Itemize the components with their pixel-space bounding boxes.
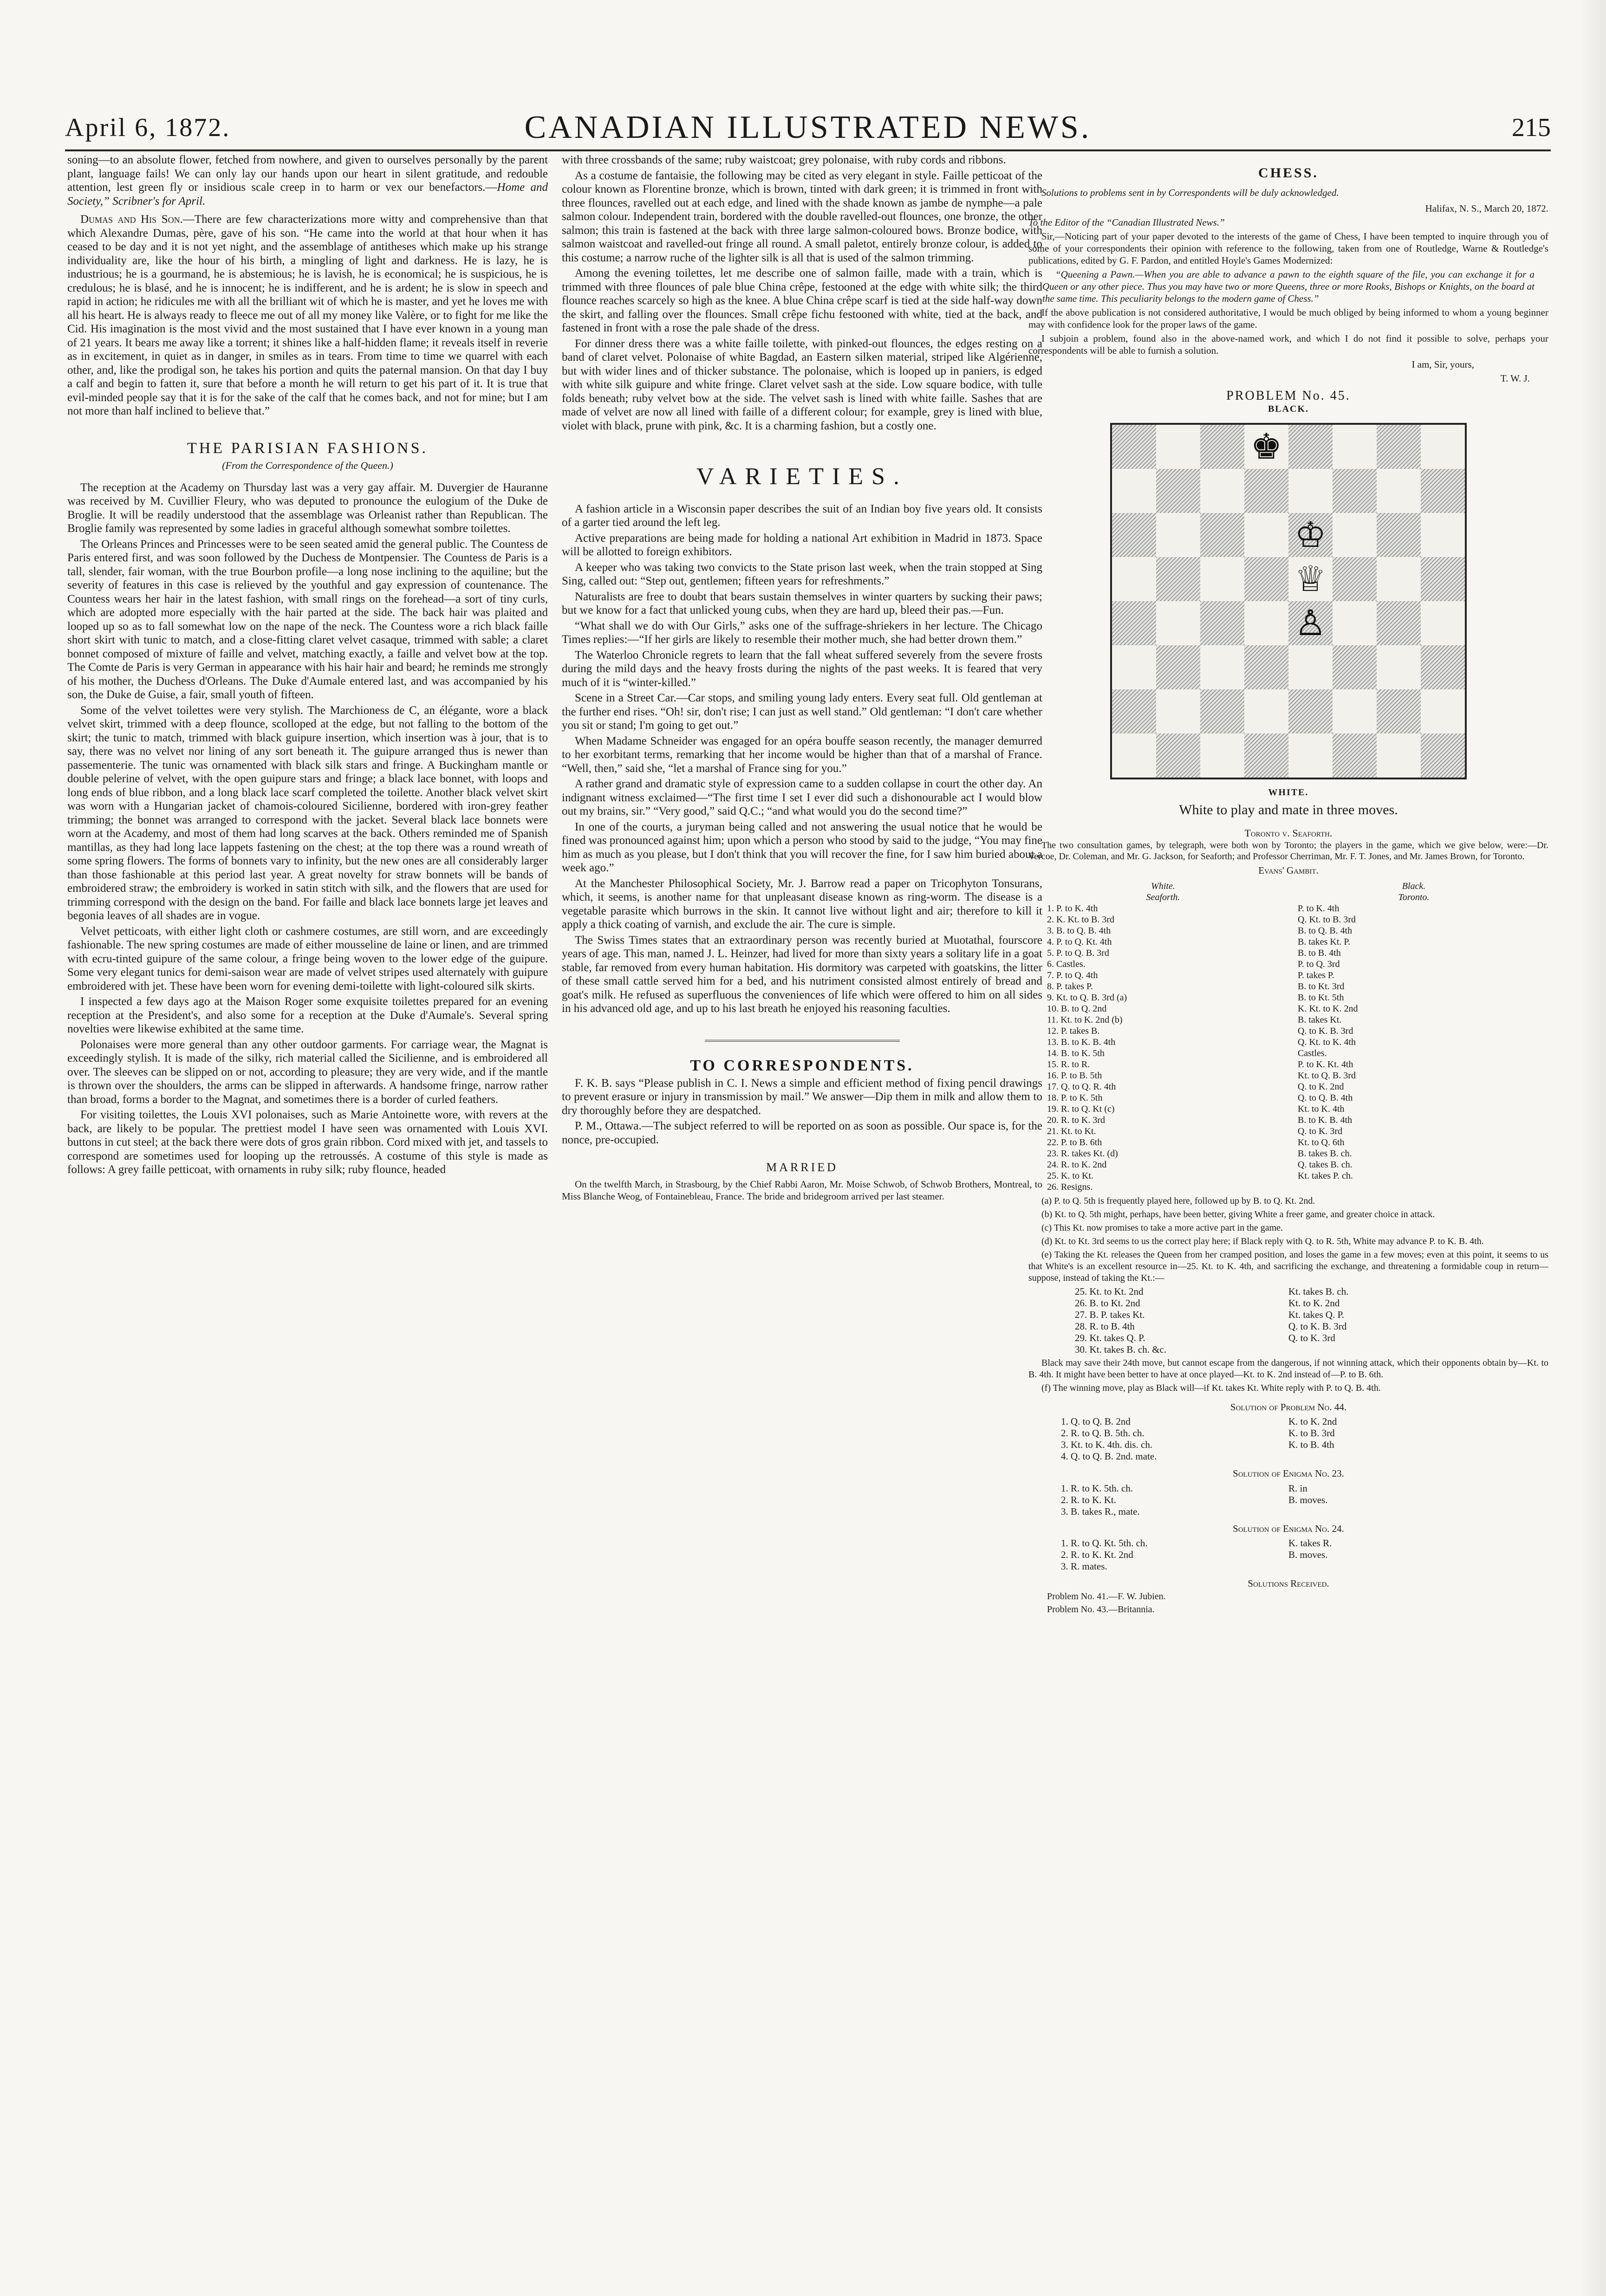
variety-item: The Waterloo Chronicle regrets to learn that the fall wheat suffered severely from the severe frosts during the mild days and the heavy frosts during the nights of the past weeks. It is feared that very much of it is “winter-killed.” xyxy=(562,649,1042,689)
game-note: (f) The winning move, play as Black will—if Kt. takes Kt. White reply with P. to Q. B. 4th. xyxy=(1041,1382,1381,1393)
solution-move-white: 4. Q. to Q. B. 2nd. mate. xyxy=(1061,1451,1157,1462)
correspondent-item: F. K. B. says “Please publish in C. I. News a simple and efficient method of fixing pencil drawings to prevent erasure or injury in transmission by mail.” We answer—Dip them in milk and allow them to dry thoroughly before they are despatched. xyxy=(562,1077,1042,1117)
section-subtitle: (From the Correspondence of the Queen.) xyxy=(222,460,393,471)
board-square-d2 xyxy=(1244,689,1288,733)
board-square-h5 xyxy=(1421,557,1465,601)
correspondent-item: P. M., Ottawa.—The subject referred to will be reported on as soon as possible. Our space is, for the nonce, pre-occupied. xyxy=(562,1120,1042,1146)
chess-diagram xyxy=(1028,420,1548,782)
board-square-e1 xyxy=(1288,733,1333,778)
board-square-a3 xyxy=(1112,645,1156,689)
variety-item: At the Manchester Philosophical Society, Mr. J. Barrow read a paper on Tricophyton Tonsurans, which, it seems, is another name for that unpleasant disease known as ring-worm. The disease is a vegetable parasite which burrows in the skin. It cannot live without light and air; therefore to kill it apply a thick coating of varnish, and exclude the air. The cure is simple. xyxy=(562,877,1042,931)
board-square-g8 xyxy=(1377,425,1421,469)
game-move-white: 25. K. to Kt. xyxy=(1047,1170,1093,1181)
board-square-h2 xyxy=(1421,689,1465,733)
game-note: (b) Kt. to Q. 5th might, perhaps, have been better, giving White a freer game, and greater choice in attack. xyxy=(1041,1209,1435,1219)
board-square-d8 xyxy=(1244,425,1288,469)
board-square-a8 xyxy=(1112,425,1156,469)
board-square-d1 xyxy=(1244,733,1288,778)
column-3 xyxy=(1028,153,1548,2264)
article-paragraph: Polonaises were more general than any other outdoor garments. For carriage wear, the Magnat is exceedingly stylish. It is made of the silky, rich material called the Sicilienne, and is embroidered all over. The sleeves can be slipped on or not, according to pleasure; they are very wide, and if the mantle is thrown over the shoulders, the arms can be slipped in afterwards. A handsome fringe, narrow rather than broad, forms a border to the Magnat, and sometimes there is a border of curled feathers. xyxy=(67,1038,548,1106)
game-move-black: Q. Kt. to B. 3rd xyxy=(1298,914,1356,925)
variety-item: When Madame Schneider was engaged for an opéra bouffe season recently, the manager demurred to her exorbitant terms, remarking that her income would be higher than that of a marshal of France. “Well, then,” said she, “let a marshal of France sing for you.” xyxy=(562,734,1042,775)
game-move-white: 8. P. takes P. xyxy=(1047,981,1093,992)
board-square-c5 xyxy=(1200,557,1244,601)
game-move-black: P. to K. Kt. 4th xyxy=(1298,1059,1353,1070)
page-number: 215 xyxy=(1512,113,1551,142)
article-paragraph: For visiting toilettes, the Louis XVI polonaises, such as Marie Antoinette wore, with revers at the back, are likely to be popular. The prettiest model I have seen was ornamented with Louis XVI. buttons in cut steel; at the back there were dots of gros grain ribbon. Cord mixed with jet, and tassels to correspond are sometimes used for looping up the retroussés. A costume of this style is made as follows: A grey faille petticoat, with ornaments in ruby silk; ruby flounce, headed xyxy=(67,1109,548,1176)
masthead xyxy=(65,109,1551,146)
solution-move-black: B. moves. xyxy=(1288,1549,1328,1560)
game-move-black: Q. to K. B. 3rd xyxy=(1298,1025,1353,1036)
article-paragraph: The reception at the Academy on Thursday last was a very gay affair. M. Duvergier de Hauranne was received by M. Cuvillier Fleury, who was deputed to pronounce the eulogium of the Duke de Broglie. It will be readily understood that the assemblage was Orleanist rather than Republican. The Broglie family was represented by some ladies in graceful although somewhat sombre toilettes. xyxy=(67,481,548,535)
game-move-white: 18. P. to K. 5th xyxy=(1047,1092,1103,1103)
game-move-white: 24. R. to K. 2nd xyxy=(1047,1159,1107,1170)
solution-move-white: 3. R. mates. xyxy=(1061,1561,1107,1572)
board-square-h8 xyxy=(1421,425,1465,469)
variation-move-black: Kt. takes Q. P. xyxy=(1288,1309,1345,1320)
board-square-b4 xyxy=(1156,601,1200,645)
board-square-b2 xyxy=(1156,689,1200,733)
chess-title: CHESS. xyxy=(1258,165,1319,181)
game-note: (e) Taking the Kt. releases the Queen from her cramped position, and loses the game in a few moves; even at this point, it seems to us that White's is an excellent resource in—25. Kt. to K. 4th, and sacrificing the exchange, and threatening a formidable coup in return—suppose, instead of taking the Kt.:— xyxy=(1028,1249,1548,1283)
board-square-f6 xyxy=(1333,513,1377,557)
game-move-black: Q. Kt. to K. 4th xyxy=(1298,1037,1356,1047)
board-square-g3 xyxy=(1377,645,1421,689)
solution-move-white: 2. R. to K. Kt. xyxy=(1061,1494,1117,1505)
letter-quote: “Queening a Pawn.—When you are able to advance a pawn to the eighth square of the file, you can exchange it for a Queen or any other piece. Thus you may have two or more Queens, three or more Rooks, Bishops or Knights, on the board at the same time. This peculiarity belongs to the modern game of Chess.” xyxy=(1042,268,1534,304)
black-king-icon: ♚ xyxy=(1250,426,1282,467)
board-square-f2 xyxy=(1333,689,1377,733)
letter-paragraph: I subjoin a problem, found also in the above-named work, and which I do not find it possible to solve, perhaps your correspondents will be able to furnish a solution. xyxy=(1028,332,1548,356)
article-paragraph: Some of the velvet toilettes were very stylish. The Marchioness de C, an élégante, wore a black velvet skirt, trimmed with a deep flounce, scolloped at the edge, but not falling to the bottom of the skirt; the tunic to match, trimmed with black guipure insertion, which insertion was à jour, that is to say, there was no velvet nor lining of any sort beneath it. The guipure arranged thus is newer than passementerie. The tunic was ornamented with black silk stars and fringe. A Buckingham mantle or double pelerine of velvet, with the open guipure stars and fringe; a black lace bonnet, with loops and long ends of blue ribbon, and a long black lace scarf completed the toilette. Another black velvet skirt was worn with a Hungarian jacket of chamois-coloured Sicilienne, bordered with iron-grey feather trimming; the bonnet was arranged to correspond with the jacket. Several black lace bonnets were worn at the Academy, and most of them had long scarves at the back. Others reminded me of Spanish mantillas, as they had long lace lappets fastening on the chest; at the top there was a round wreath of some spring flowers. The forms of bonnets vary to infinity, but the new ones are all considerably larger than those fashionable at this period last year. A great novelty for straw bonnets will be bands of embroidered straw; the embroidery is worked in satin stitch with silk, and the flowers that are used for trimming correspond with the design on the band. For faille and black lace bonnets large jet leaves and begonia leaves of all shades are in vogue. xyxy=(67,704,548,922)
solution-44-title: Solution of Problem No. 44. xyxy=(1230,1401,1347,1413)
game-move-white: 23. R. takes Kt. (d) xyxy=(1047,1148,1118,1159)
board-label-black: BLACK. xyxy=(1268,404,1309,414)
game-move-black: Castles. xyxy=(1298,1048,1327,1058)
solution-move-white: 1. Q. to Q. B. 2nd xyxy=(1061,1416,1131,1427)
game-header-black: Black. xyxy=(1402,881,1426,891)
board-square-f1 xyxy=(1333,733,1377,778)
board-square-c7 xyxy=(1200,469,1244,513)
board-square-f3 xyxy=(1333,645,1377,689)
board-square-g7 xyxy=(1377,469,1421,513)
chess-notice: Solutions to problems sent in by Correspondents will be duly acknowledged. xyxy=(1041,187,1339,198)
article-dumas: Dumas and His Son.—There are few characterizations more witty and comprehensive than that which Alexandre Dumas, père, gave of his son. “He came into the world at that hour when it has ceased to be day and it is not yet night, and the assemblage of antitheses which make up his strange individuality are, like the hour of his birth, a mingling of light and darkness. He is lazy, he is industrious; he is a gourmand, he is abstemious; he is lavish, he is economical; he is suspicious, he is credulous; he is blasé, and he is innocent; he is indifferent, and he is ardent; he is slow in speech and rapid in action; he ridicules me with all the brilliant wit of which he is master, and yet he loves me with all his heart. He is always ready to fleece me out of all my money like Valère, or to fight for me like the Cid. His imagination is the most vivid and the most sustained that I have ever known in a young man of 21 years. It bears me away like a torrent; it shines like a half-hidden flame; it reveals itself in reverie as in excitement, in quiet as in danger, in smiles as in tears. From time to time we quarrel with each other, and, like the prodigal son, he takes his portion and quits the paternal mansion. On that day I buy a calf and begin to fatten it, sure that before a month he will return to get his part of it. It is true that evil-minded people say that it is for the sake of the calf that he comes back, and not for mine; but I am not more than half inclined to believe that.” xyxy=(67,213,548,417)
letter-signature: T. W. J. xyxy=(1500,372,1530,384)
game-header-white: White. xyxy=(1151,881,1175,891)
board-square-a1 xyxy=(1112,733,1156,778)
variation-move-white: 30. Kt. takes B. ch. &c. xyxy=(1075,1343,1167,1355)
game-move-white: 4. P. to Q. Kt. 4th xyxy=(1047,936,1112,947)
solution-move-white: 3. B. takes R., mate. xyxy=(1061,1505,1140,1517)
solution-move-black: R. in xyxy=(1288,1482,1307,1494)
solution-received-item: Problem No. 43.—Britannia. xyxy=(1047,1604,1155,1615)
variety-item: Scene in a Street Car.—Car stops, and smiling young lady enters. Every seat full. Old gentleman at the further end rises. “Oh! sir, don't rise; I can just as well stand.” Old gentleman: “I don't care whether you sit or stand; I'm going to get out.” xyxy=(562,692,1042,732)
board-square-b5 xyxy=(1156,557,1200,601)
game-move-black: Q. to K. 2nd xyxy=(1298,1081,1344,1092)
ornament-divider xyxy=(562,1031,1042,1045)
game-move-white: 14. B. to K. 5th xyxy=(1047,1048,1105,1058)
solution-move-black: K. to K. 2nd xyxy=(1288,1416,1337,1427)
game-move-black: B. to K. B. 4th xyxy=(1298,1115,1352,1125)
board-square-e2 xyxy=(1288,689,1333,733)
variety-item: Active preparations are being made for holding a national Art exhibition in Madrid in 1873. Space will be allotted to foreign exhibitors. xyxy=(562,532,1042,558)
game-note: (c) This Kt. now promises to take a more active part in the game. xyxy=(1041,1222,1283,1233)
article-heading: Dumas and His Son. xyxy=(80,213,183,226)
game-move-white: 7. P. to Q. 4th xyxy=(1047,970,1098,980)
variation-move-black: Q. to K. B. 3rd xyxy=(1288,1320,1347,1332)
board-square-b1 xyxy=(1156,733,1200,778)
game-move-white: 5. P. to Q. B. 3rd xyxy=(1047,947,1109,958)
game-move-black: B. to Q. B. 4th xyxy=(1298,925,1352,936)
variety-item: A rather grand and dramatic style of expression came to a sudden collapse in court the other day. An indignant witness exclaimed—“The first time I set I ever did such a dishonourable act I would blow out my brains, sir.” “Very good,” said Q.C.; “and what would you do the second time?” xyxy=(562,778,1042,817)
variation-move-black: Q. to K. 3rd xyxy=(1288,1332,1335,1343)
game-move-black: B. to B. 4th xyxy=(1298,947,1341,958)
page-edge-shadow xyxy=(1578,0,1606,2296)
board-square-e8 xyxy=(1288,425,1333,469)
opening-name: Evans' Gambit. xyxy=(1258,865,1319,876)
board-square-e7 xyxy=(1288,469,1333,513)
variety-item: “What shall we do with Our Girls,” asks one of the suffrage-shriekers in her lecture. The Chicago Times replies:—“If her girls are likely to resemble their mother much, she had better drown them.” xyxy=(562,619,1042,646)
board-square-b7 xyxy=(1156,469,1200,513)
paper-title: CANADIAN ILLUSTRATED NEWS. xyxy=(524,110,1092,145)
masthead-rule xyxy=(65,149,1551,151)
match-title: Toronto v. Seaforth. xyxy=(1244,827,1333,839)
white-queen-icon: ♕ xyxy=(1294,558,1326,599)
game-move-white: 9. Kt. to Q. B. 3rd (a) xyxy=(1047,992,1127,1003)
solution-move-white: 2. R. to Q. B. 5th. ch. xyxy=(1061,1427,1144,1439)
board-square-d6 xyxy=(1244,513,1288,557)
game-move-black: Kt. to Q. 6th xyxy=(1298,1137,1345,1148)
game-move-white: 1. P. to K. 4th xyxy=(1047,903,1098,914)
board-square-g5 xyxy=(1377,557,1421,601)
game-move-white: 2. K. Kt. to B. 3rd xyxy=(1047,914,1114,925)
board-square-b8 xyxy=(1156,425,1200,469)
board-square-a6 xyxy=(1112,513,1156,557)
solution-move-white: 1. R. to Q. Kt. 5th. ch. xyxy=(1061,1537,1148,1549)
problem-title: PROBLEM No. 45. xyxy=(1226,388,1351,403)
game-move-white: 6. Castles. xyxy=(1047,959,1086,969)
section-title-correspondents: TO CORRESPONDENTS. xyxy=(690,1057,914,1074)
article-paragraph: Velvet petticoats, with either light cloth or cashmere costumes, are still worn, and are exceedingly fashionable. The new spring costumes are made of either mousseline de laine or linen, and are trimmed with ecru-tinted guipure of the same colour, a fringe being woven to the lower edge of the guipure. Some very elegant tunics for demi-saison wear are made of velvet stripes used alternately with guipure embroidered with jet. These have been worn for evening demi-toilette with light-coloured silk skirts. xyxy=(67,925,548,992)
game-move-black: P. to K. 4th xyxy=(1298,903,1339,914)
board-square-g1 xyxy=(1377,733,1421,778)
game-note: (a) P. to Q. 5th is frequently played here, followed up by B. to Q. Kt. 2nd. xyxy=(1041,1195,1315,1206)
game-move-black: B. takes Kt. xyxy=(1298,1014,1342,1025)
game-move-white: 17. Q. to Q. R. 4th xyxy=(1047,1081,1116,1092)
article-paragraph: For dinner dress there was a white faille toilette, with pinked-out flounces, the edges resting on a band of claret velvet. Polonaise of white Bagdad, an Eastern silken material, striped like Algérienne, but with wider lines and of thicker substance. The polonaise, which is looped up in paniers, is edged with white silk guipure and white fringe. Claret velvet sash at the side. Low square bodice, with tulle folds beneath; ruby velvet bow at the side. The velvet sash is lined with white faille. Sashes that are made of velvet are now all lined with faille of a different colour; for example, grey is lined with blue, violet with black, prune with pink, &c. It is a charming fashion, but a costly one. xyxy=(562,337,1042,432)
game-move-white: 20. R. to K. 3rd xyxy=(1047,1115,1105,1125)
letter-signoff: I am, Sir, yours, xyxy=(1411,358,1474,370)
game-move-black: B. to Kt. 5th xyxy=(1298,992,1344,1003)
column-2 xyxy=(562,153,1042,2264)
article-paragraph: I inspected a few days ago at the Maison Roger some exquisite toilettes prepared for an evening reception at the President's, and also some for a reception at the Duke d'Aumale's. Several spring novelties were likewise exhibited at the same time. xyxy=(67,995,548,1035)
solution-move-white: 1. R. to K. 5th. ch. xyxy=(1061,1482,1133,1494)
article-paragraph: with three crossbands of the same; ruby waistcoat; grey polonaise, with ruby cords and ribbons. xyxy=(562,154,1006,166)
game-move-white: 16. P. to B. 5th xyxy=(1047,1070,1102,1081)
board-square-a4 xyxy=(1112,601,1156,645)
solution-move-black: B. moves. xyxy=(1288,1494,1328,1505)
board-square-c3 xyxy=(1200,645,1244,689)
board-square-g4 xyxy=(1377,601,1421,645)
board-square-e5 xyxy=(1288,557,1333,601)
game-subheader-white: Seaforth. xyxy=(1146,892,1180,902)
game-move-white: 12. P. takes B. xyxy=(1047,1025,1100,1036)
article-paragraph: As a costume de fantaisie, the following may be cited as very elegant in style. Faille petticoat of the colour known as Florentine bronze, which is brown, tinted with dark green; it is trimmed in front with three flounces, ravelled out at each edge, and lined with the shade known as jambe de nymphe—a pale salmon colour. Independent train, bordered with the double ravelled-out flounces, one bronze, the other salmon; this train is fastened at the back with three large salmon-coloured bows. Bronze bodice, with salmon waistcoat and ravelled-out fringe all round. A small paletot, entirely bronze colour, is added to this costume; a narrow ruche of the lighter silk is all that is used of the salmon trimming. xyxy=(562,169,1042,264)
variation-move-white: 27. B. P. takes Kt. xyxy=(1075,1309,1145,1320)
solution-move-black xyxy=(1288,1506,1516,1518)
game-note: Black may save their 24th move, but cannot escape from the dangerous, if not winning attack, which their opponents obtain by—Kt. to B. 4th. It might have been better to have at once played—Kt. to K. 2nd instead of—P. to B. 6th. xyxy=(1028,1357,1548,1380)
board-square-d4 xyxy=(1244,601,1288,645)
game-notes xyxy=(1028,1195,1548,1284)
game-move-white: 10. B. to Q. 2nd xyxy=(1047,1003,1107,1014)
solution-44 xyxy=(1061,1416,1516,1462)
board-square-b3 xyxy=(1156,645,1200,689)
board-square-d5 xyxy=(1244,557,1288,601)
board-square-a7 xyxy=(1112,469,1156,513)
solution-move-black: K. takes R. xyxy=(1288,1537,1332,1549)
issue-date: April 6, 1872. xyxy=(65,113,231,142)
game-move-black: P. to Q. 3rd xyxy=(1298,959,1340,969)
variation-move-white: 29. Kt. takes Q. P. xyxy=(1075,1332,1145,1343)
game-move-black: Kt. takes P. ch. xyxy=(1298,1170,1353,1181)
board-square-f4 xyxy=(1333,601,1377,645)
letter-paragraph: If the above publication is not considered authoritative, I would be much obliged by being informed to whom a young beginner may with confidence look for the proper laws of the game. xyxy=(1028,306,1548,330)
variety-item: A keeper who was taking two convicts to the State prison last week, when the train stopped at Sing Sing, called out: “Step out, gentlemen; fifteen years for refreshments.” xyxy=(562,561,1042,587)
solution-enigma-24 xyxy=(1061,1537,1516,1572)
board-square-c8 xyxy=(1200,425,1244,469)
section-title-married: MARRIED xyxy=(766,1161,838,1174)
board-square-h3 xyxy=(1421,645,1465,689)
board-square-f7 xyxy=(1333,469,1377,513)
solution-enigma-23 xyxy=(1061,1483,1516,1518)
board-square-c1 xyxy=(1200,733,1244,778)
letter-paragraph: Sir,—Noticing part of your paper devoted to the interests of the game of Chess, I have been tempted to inquire through you of some of your correspondents their opinion with reference to the following, taken from one of Routledge, Warne & Routledge's publications, edited by G. F. Pardon, and entitled Hoyle's Games Modernized: xyxy=(1028,230,1548,266)
board-square-e6 xyxy=(1288,513,1333,557)
game-move-white: 3. B. to Q. B. 4th xyxy=(1047,925,1111,936)
game-move-black: B. to Kt. 3rd xyxy=(1298,981,1345,992)
letter-dateline: Halifax, N. S., March 20, 1872. xyxy=(1425,202,1548,214)
board-square-h4 xyxy=(1421,601,1465,645)
article-paragraph: Among the evening toilettes, let me describe one of salmon faille, made with a train, which is trimmed with three flounces of pale blue China crêpe, festooned at the edge with white silk; the third flounce reaches scarcely so high as the knee. A blue China crêpe scarf is tied at the side half-way down the skirt, and falling over the flounces. Small crêpe fichu festooned with white, tied at the back, and fastened in front with a rose the pale shade of the dress. xyxy=(562,267,1042,334)
game-move-black: Kt. to Q. B. 3rd xyxy=(1298,1070,1356,1081)
game-move-white: 13. B. to K. B. 4th xyxy=(1047,1037,1116,1047)
solution-move-white: 2. R. to K. Kt. 2nd xyxy=(1061,1549,1133,1560)
board-square-d3 xyxy=(1244,645,1288,689)
game-move-white: 21. Kt. to Kt. xyxy=(1047,1126,1096,1136)
solution-enigma-23-title: Solution of Enigma No. 23. xyxy=(1233,1468,1344,1479)
board-square-g2 xyxy=(1377,689,1421,733)
game-move-white: 26. Resigns. xyxy=(1047,1181,1093,1192)
solution-move-black xyxy=(1288,1561,1516,1572)
chess-board xyxy=(1110,423,1467,779)
variation-move-white: 25. Kt. to Kt. 2nd xyxy=(1075,1285,1144,1297)
board-label-white: WHITE. xyxy=(1268,787,1309,798)
letter-address: To the Editor of the “Canadian Illustrated News.” xyxy=(1028,216,1225,228)
game-move-black: Q. to Q. B. 4th xyxy=(1298,1092,1353,1103)
game-move-black: B. takes B. ch. xyxy=(1298,1148,1352,1159)
solution-enigma-24-title: Solution of Enigma No. 24. xyxy=(1233,1523,1344,1534)
game-move-black: Q. takes B. ch. xyxy=(1298,1159,1352,1170)
game-move-white: 15. R. to R. xyxy=(1047,1059,1090,1070)
game-move-black: Q. to K. 3rd xyxy=(1298,1126,1343,1136)
solution-move-black xyxy=(1288,1451,1516,1462)
game-notes-2 xyxy=(1028,1357,1548,1394)
section-title-varieties: VARIETIES. xyxy=(696,463,908,490)
article-paragraph: soning—to an absolute flower, fetched from nowhere, and given to ourselves personally by the parent plant, language fails! We can only lay our hands upon our heart in silent gratitude, and redouble attention, lest green fly or insidious scale creep in to harm or vex our benefactors.—Home and Society,” Scribner's for April. xyxy=(67,154,548,208)
game-move-white: 22. P. to B. 6th xyxy=(1047,1137,1102,1148)
variety-item: Naturalists are free to doubt that bears sustain themselves in winter quarters by sucking their paws; but we know for a fact that unlicked young cubs, when they are hard up, bleed their pas.—Fun. xyxy=(562,590,1042,616)
solutions-received xyxy=(1047,1591,1548,1615)
board-square-h6 xyxy=(1421,513,1465,557)
problem-caption: White to play and mate in three moves. xyxy=(1179,802,1398,817)
solutions-received-title: Solutions Received. xyxy=(1248,1578,1329,1589)
board-square-c6 xyxy=(1200,513,1244,557)
variety-item: In one of the courts, a juryman being called and not answering the usual notice that he would be fined was pronounced against him; upon which a person who stood by said to the judge, “You may fine him as much as you please, but I don't think that you will recover the fine, for I saw him buried about a week ago.” xyxy=(562,820,1042,874)
board-square-a5 xyxy=(1112,557,1156,601)
game-move-black: Kt. to K. 4th xyxy=(1298,1103,1345,1114)
solution-move-black: K. to B. 3rd xyxy=(1288,1427,1335,1439)
game-move-black: K. Kt. to K. 2nd xyxy=(1298,1003,1358,1014)
variation-move-black xyxy=(1288,1344,1502,1356)
variety-item: A fashion article in a Wisconsin paper describes the suit of an Indian boy five years old. It consists of a garter tied around the left leg. xyxy=(562,502,1042,529)
board-square-e3 xyxy=(1288,645,1333,689)
board-square-e4 xyxy=(1288,601,1333,645)
board-square-c4 xyxy=(1200,601,1244,645)
solution-received-item: Problem No. 41.—F. W. Jubien. xyxy=(1047,1591,1166,1602)
solution-move-black: K. to B. 4th xyxy=(1288,1439,1334,1450)
board-square-a2 xyxy=(1112,689,1156,733)
column-1 xyxy=(67,153,548,2264)
game-move-white: 19. R. to Q. Kt (c) xyxy=(1047,1103,1115,1114)
game-moves xyxy=(1047,881,1530,1193)
variety-item: The Swiss Times states that an extraordinary person was recently buried at Muotathal, fourscore years of age. This man, named J. L. Heinzer, had lived for more than sixty years a solitary life in a goat stable, far removed from every human habitation. His dormitory was carpeted with goatskins, the litter of these small cattle served him for a bed, and his nutriment consisted almost entirely of bread and goat's milk. He refused as superfluous the conveniences of life which were offered to him on all sides in his advanced old age, and up to his last breath he enjoyed his reasoning faculties. xyxy=(562,934,1042,1015)
game-move-white: 11. Kt. to K. 2nd (b) xyxy=(1047,1014,1123,1025)
game-move-black xyxy=(1298,1181,1530,1193)
white-pawn-icon: ♙ xyxy=(1294,602,1326,643)
board-square-c2 xyxy=(1200,689,1244,733)
variation-move-white: 28. R. to B. 4th xyxy=(1075,1320,1135,1332)
game-subheader-black: Toronto. xyxy=(1398,892,1430,902)
section-title-fashions: THE PARISIAN FASHIONS. xyxy=(187,439,428,457)
board-square-h7 xyxy=(1421,469,1465,513)
article-paragraph: The Orleans Princes and Princesses were to be seen seated amid the general public. The Countess de Paris entered first, and was soon followed by the Duchess de Montpensier. The Countess de Paris is a tall, slender, fair woman, with the true Bourbon profile—a long nose inclining to the aquiline; but the severity of features in this case is relieved by the youthful and gay expression of countenance. The Countess wears her hair in the latest fashion, with small rings on the forehead—a sort of tiny curls, which are adopted more especially with the hair parted at the side. The back hair was plaited and looped up so as to fall somewhat low on the nape of the neck. The Countess wore a rich black faille short skirt with tunic to match, and a close-fitting claret velvet casaque, trimmed with sable; a claret bonnet composed of mixture of faille and velvet, matching exactly, a faille and velvet bow at the top. The Comte de Paris is very German in appearance with his hair hair and beard; he reminds me strongly of his mother, the Duchess d'Orleans. The Duke d'Aumale entered last, and was accompanied by his son, the Duke de Guise, a fair, small youth of fifteen. xyxy=(67,538,548,701)
board-square-h1 xyxy=(1421,733,1465,778)
board-square-b6 xyxy=(1156,513,1200,557)
board-square-g6 xyxy=(1377,513,1421,557)
variation-move-black: Kt. to K. 2nd xyxy=(1288,1297,1340,1309)
game-move-black: B. takes Kt. P. xyxy=(1298,936,1351,947)
variation-moves xyxy=(1075,1286,1502,1356)
game-move-black: P. takes P. xyxy=(1298,970,1334,980)
game-note: (d) Kt. to Kt. 3rd seems to us the correct play here; if Black reply with Q. to R. 5th, White may advance P. to K. B. 4th. xyxy=(1041,1236,1484,1246)
board-square-d7 xyxy=(1244,469,1288,513)
variation-move-black: Kt. takes B. ch. xyxy=(1288,1285,1349,1297)
match-text: The two consultation games, by telegraph, were both won by Toronto; the players in the game, which we give below, were:—Dr. Vercoe, Dr. Coleman, and Mr. G. Jackson, for Seaforth; and Professor Cherriman, Mr. F. T. Jones, and Mr. James Brown, for Toronto. xyxy=(1028,840,1548,862)
variation-move-white: 26. B. to Kt. 2nd xyxy=(1075,1297,1140,1309)
married-notice: On the twelfth March, in Strasbourg, by the Chief Rabbi Aaron, Mr. Moise Schwob, of Schwob Brothers, Montreal, to Miss Blanche Weog, of Fontainebleau, France. The bride and bridegroom arrived per last steamer. xyxy=(562,1178,1042,1202)
white-king-icon: ♔ xyxy=(1294,514,1326,555)
board-square-f8 xyxy=(1333,425,1377,469)
board-square-f5 xyxy=(1333,557,1377,601)
solution-move-white: 3. Kt. to K. 4th. dis. ch. xyxy=(1061,1439,1153,1450)
